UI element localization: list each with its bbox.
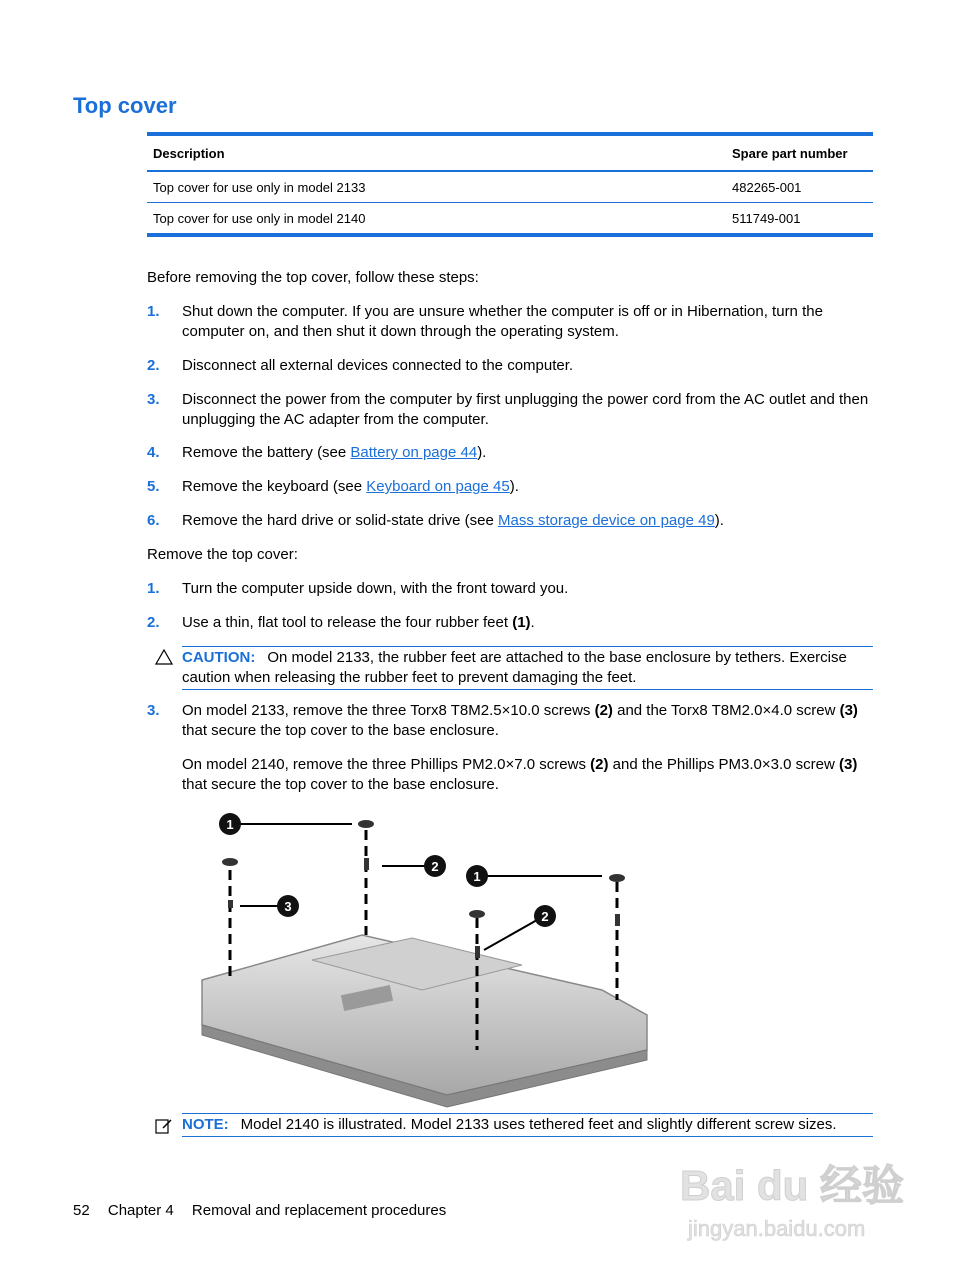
caution-text: On model 2133, the rubber feet are attached to the base enclosure by tethers. Exercise caution when releasing the rubber feet to prevent damaging the feet.: [182, 649, 847, 686]
mass-storage-link[interactable]: Mass storage device on page 49: [497, 512, 715, 529]
table-header-description: Description: [147, 134, 726, 171]
table-cell-description: Top cover for use only in model 2133: [147, 171, 726, 203]
step-number: 4.: [147, 444, 160, 461]
remove-heading: Remove the top cover:: [147, 546, 298, 563]
callout-ref: (2): [594, 702, 613, 719]
prep-step-3: [147, 390, 877, 430]
step-text-model-2140: [182, 755, 877, 795]
chapter-title: Removal and replacement procedures: [191, 1202, 447, 1219]
watermark-logo: Bai du 经验: [680, 1162, 905, 1209]
rubber-foot-icon: [469, 910, 485, 918]
remove-step-1: [147, 579, 877, 599]
step-number: 3.: [147, 391, 160, 408]
rubber-foot-icon: [358, 820, 374, 828]
callout-ref: (2): [590, 756, 609, 773]
step-text: Remove the battery (see: [182, 444, 351, 461]
step-text-end: ).: [509, 478, 519, 495]
table-header-row: [147, 134, 873, 171]
chapter-label: Chapter 4: [107, 1202, 174, 1219]
table-cell-part-number: 511749-001: [726, 203, 873, 236]
callout-leader: [484, 920, 537, 950]
table-row: [147, 171, 873, 203]
callout-ref: (3): [839, 702, 858, 719]
step-text: Disconnect the power from the computer by first unplugging the power cord from the AC outlet and then unplugging the AC adapter from the computer.: [182, 391, 869, 428]
step-number: 2.: [147, 357, 160, 374]
screw-icon: [364, 858, 369, 870]
step-text-end: .: [530, 614, 535, 631]
table-header-part-number: Spare part number: [726, 134, 873, 171]
step-number: 3.: [147, 702, 160, 719]
step-text: that secure the top cover to the base enclosure.: [182, 776, 499, 793]
screw-icon: [228, 900, 233, 908]
screw-icon: [615, 914, 620, 926]
step-number: 1.: [147, 580, 160, 597]
baidu-watermark: [680, 1148, 910, 1248]
note-box: [182, 1113, 873, 1137]
page-number: 52: [73, 1202, 90, 1219]
note-icon: [155, 1118, 173, 1134]
watermark-url: jingyan.baidu.com: [688, 1216, 866, 1241]
callout-number: 2: [431, 859, 439, 874]
page-title: Top cover: [73, 93, 177, 118]
step-text: Turn the computer upside down, with the front toward you.: [182, 580, 569, 597]
parts-table: [147, 132, 873, 237]
table-row: [147, 203, 873, 236]
step-number: 1.: [147, 303, 160, 320]
callout-number: 1: [473, 869, 481, 884]
step-text: Remove the hard drive or solid-state drive (see: [182, 512, 498, 529]
step-number: 6.: [147, 512, 160, 529]
prep-step-5: [147, 477, 877, 497]
rubber-foot-icon: [609, 874, 625, 882]
step-text: Remove the keyboard (see: [182, 478, 367, 495]
caution-label: CAUTION:: [182, 649, 256, 666]
keyboard-link[interactable]: Keyboard on page 45: [366, 478, 510, 495]
step-text: that secure the top cover to the base enclosure.: [182, 722, 499, 739]
rubber-foot-icon: [222, 858, 238, 866]
step-text: and the Torx8 T8M2.0×4.0 screw: [612, 702, 840, 719]
callout-ref: (3): [839, 756, 858, 773]
table-cell-description: Top cover for use only in model 2140: [147, 203, 726, 236]
caution-icon: [155, 649, 173, 665]
callout-number: 1: [226, 817, 234, 832]
callout-number: 3: [284, 899, 292, 914]
step-text-model-2133: [182, 701, 877, 741]
note-label: NOTE:: [182, 1116, 229, 1133]
prep-step-2: [147, 356, 877, 376]
laptop-bottom-illustration: [192, 810, 662, 1110]
step-text: Shut down the computer. If you are unsure whether the computer is off or in Hibernation, turn the computer on, and then shut it down through the operating system.: [182, 303, 823, 340]
remove-step-2: [147, 613, 877, 633]
step-text: and the Phillips PM3.0×3.0 screw: [608, 756, 840, 773]
prep-step-4: [147, 443, 877, 463]
step-number: 2.: [147, 614, 160, 631]
page-footer: [73, 1202, 460, 1219]
remove-step-3: [147, 701, 877, 795]
note-text: Model 2140 is illustrated. Model 2133 uses tethered feet and slightly different screw sizes.: [240, 1116, 837, 1133]
battery-link[interactable]: Battery on page 44: [350, 444, 478, 461]
caution-box: [182, 646, 873, 690]
callout-number: 2: [541, 909, 549, 924]
step-text: On model 2140, remove the three Phillips PM2.0×7.0 screws: [182, 756, 591, 773]
table-cell-part-number: 482265-001: [726, 171, 873, 203]
intro-text: Before removing the top cover, follow these steps:: [147, 269, 479, 286]
step-text-end: ).: [477, 444, 487, 461]
step-number: 5.: [147, 478, 160, 495]
step-text-end: ).: [714, 512, 724, 529]
screw-icon: [475, 946, 480, 958]
step-text: Use a thin, flat tool to release the four rubber feet: [182, 614, 513, 631]
step-text: Disconnect all external devices connected to the computer.: [182, 357, 574, 374]
prep-step-1: [147, 302, 877, 342]
prep-step-6: [147, 511, 877, 531]
step-text: On model 2133, remove the three Torx8 T8M2.5×10.0 screws: [182, 702, 595, 719]
callout-ref: (1): [512, 614, 531, 631]
